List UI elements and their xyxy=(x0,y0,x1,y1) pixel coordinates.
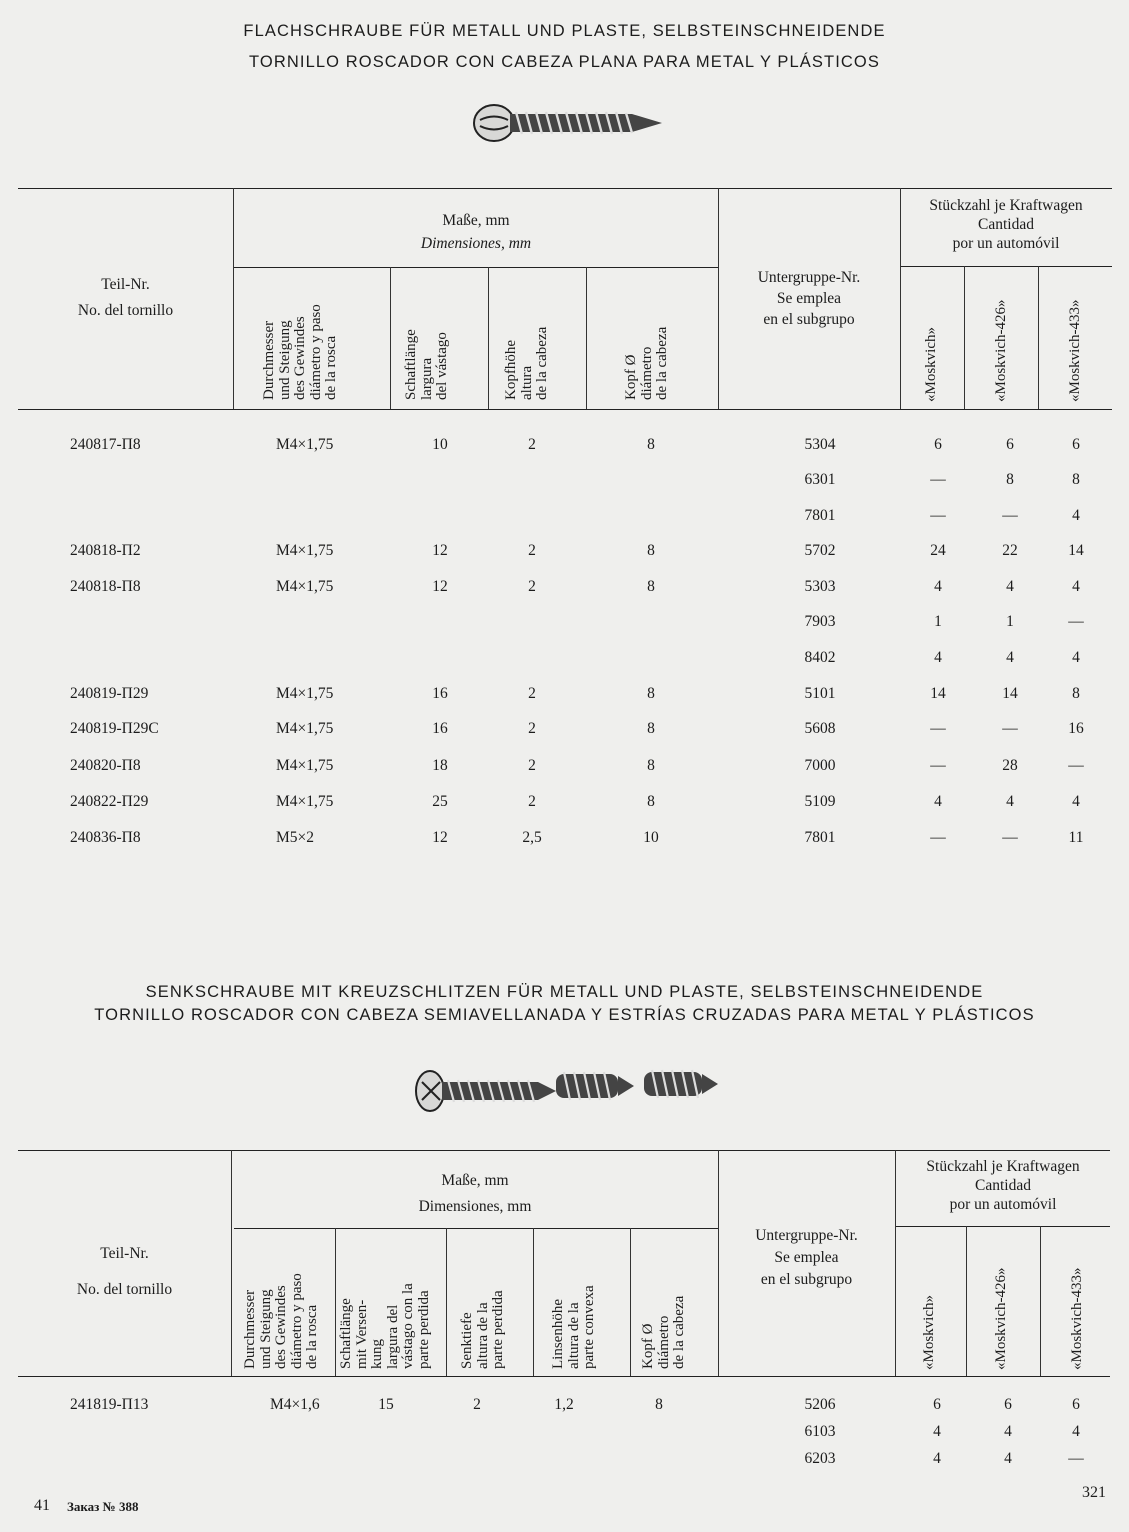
qty-moskvich-cell: 14 xyxy=(930,685,946,702)
qty-moskvich-426-cell: 4 xyxy=(1006,649,1014,666)
qty-moskvich-433-cell: — xyxy=(1068,613,1084,630)
qty-moskvich-426-cell: 22 xyxy=(1002,542,1018,559)
part-number-cell: 240819-П29 xyxy=(70,685,149,702)
qty-moskvich-cell: 6 xyxy=(934,436,942,453)
section1-title-de: FLACHSCHRAUBE FÜR METALL UND PLASTE, SELBSTEINSCHNEIDENDE xyxy=(243,22,886,40)
lens-height-cell: 1,2 xyxy=(554,1396,574,1413)
section2-title-de: SENKSCHRAUBE MIT KREUZSCHLITZEN FÜR METALL UND PLASTE, SELBSTEINSCHNEIDENDE xyxy=(145,983,984,1001)
head-height-cell: 2 xyxy=(528,578,536,595)
sink-depth-cell: 2 xyxy=(473,1396,481,1413)
qty-moskvich-cell: 4 xyxy=(933,1450,941,1467)
thread-cell: M5×2 xyxy=(276,829,315,846)
qty-moskvich-cell: 24 xyxy=(930,542,946,559)
qty-moskvich-433-cell: 6 xyxy=(1072,1396,1080,1413)
head-diameter-cell: 8 xyxy=(647,685,655,702)
thread-cell: M4×1,75 xyxy=(276,578,334,595)
qty-moskvich-cell: — xyxy=(930,507,946,524)
flat-head-screw-icon xyxy=(470,100,670,146)
head-diameter-cell: 8 xyxy=(647,720,655,737)
qty-moskvich-cell: — xyxy=(930,829,946,846)
thread-cell: M4×1,6 xyxy=(270,1396,320,1413)
qty-moskvich-433-cell: 14 xyxy=(1068,542,1084,559)
subgroup-cell: 8402 xyxy=(804,649,836,666)
head-diameter-cell: 8 xyxy=(647,436,655,453)
head-height-cell: 2,5 xyxy=(522,829,542,846)
head-height-cell: 2 xyxy=(528,720,536,737)
footer-order: Заказ № 388 xyxy=(67,1499,139,1514)
qty-moskvich-426-cell: — xyxy=(1002,507,1018,524)
qty-moskvich-426-cell: 28 xyxy=(1002,757,1018,774)
part-number-cell: 240819-П29С xyxy=(70,720,159,737)
shaft-length-cell: 25 xyxy=(432,793,448,810)
head-diameter-cell: 8 xyxy=(647,578,655,595)
thread-cell: M4×1,75 xyxy=(276,757,334,774)
shaft-length-cell: 12 xyxy=(432,578,448,595)
qty-moskvich-426-cell: 6 xyxy=(1006,436,1014,453)
s1-header-part: Teil-Nr. No. del tornillo xyxy=(77,276,174,319)
subgroup-cell: 5702 xyxy=(804,542,836,559)
thread-cell: M4×1,75 xyxy=(276,720,334,737)
qty-moskvich-433-cell: 4 xyxy=(1072,578,1080,595)
shaft-length-cell: 16 xyxy=(432,720,448,737)
qty-moskvich-426-cell: — xyxy=(1002,829,1018,846)
thread-cell: M4×1,75 xyxy=(276,542,334,559)
qty-moskvich-433-cell: — xyxy=(1068,1450,1084,1467)
thread-cell: M4×1,75 xyxy=(276,436,334,453)
countersunk-screws-icon xyxy=(408,1062,724,1120)
head-height-cell: 2 xyxy=(528,793,536,810)
shaft-length-cell: 10 xyxy=(432,436,448,453)
part-number-cell: 240836-П8 xyxy=(70,829,141,846)
head-height-cell: 2 xyxy=(528,436,536,453)
subgroup-cell: 5303 xyxy=(804,578,836,595)
subgroup-cell: 5109 xyxy=(804,793,836,810)
qty-moskvich-433-cell: 4 xyxy=(1072,507,1080,524)
subgroup-cell: 5101 xyxy=(804,685,836,702)
qty-moskvich-426-cell: 6 xyxy=(1004,1396,1012,1413)
head-diameter-cell: 10 xyxy=(643,829,659,846)
qty-moskvich-433-cell: 6 xyxy=(1072,436,1080,453)
part-number-cell: 240818-П2 xyxy=(70,542,141,559)
qty-moskvich-433-cell: 4 xyxy=(1072,1423,1080,1440)
qty-moskvich-433-cell: 8 xyxy=(1072,471,1080,488)
shaft-length-cell: 16 xyxy=(432,685,448,702)
section2-title-es: TORNILLO ROSCADOR CON CABEZA SEMIAVELLANADA Y ESTRÍAS CRUZADAS PARA METAL Y PLÁSTICOS xyxy=(94,1006,1035,1024)
s2-header-part: Teil-Nr. No. del tornillo xyxy=(76,1245,173,1298)
part-number-cell: 240818-П8 xyxy=(70,578,141,595)
qty-moskvich-433-cell: — xyxy=(1068,757,1084,774)
qty-moskvich-cell: — xyxy=(930,720,946,737)
qty-moskvich-433-cell: 11 xyxy=(1068,829,1084,846)
head-height-cell: 2 xyxy=(528,685,536,702)
s2-header-subgroup: Untergruppe-Nr. Se emplea en el subgrupo xyxy=(755,1227,858,1288)
qty-moskvich-426-cell: 14 xyxy=(1002,685,1018,702)
qty-moskvich-433-cell: 4 xyxy=(1072,793,1080,810)
qty-moskvich-433-cell: 4 xyxy=(1072,649,1080,666)
subgroup-cell: 5304 xyxy=(804,436,836,453)
footer-sheet-number: 41 xyxy=(34,1497,50,1514)
subgroup-cell: 7903 xyxy=(804,613,836,630)
thread-cell: M4×1,75 xyxy=(276,793,334,810)
subgroup-cell: 5206 xyxy=(804,1396,836,1413)
subgroup-cell: 7000 xyxy=(804,757,836,774)
section1-title-es: TORNILLO ROSCADOR CON CABEZA PLANA PARA METAL Y PLÁSTICOS xyxy=(249,53,880,71)
qty-moskvich-426-cell: — xyxy=(1002,720,1018,737)
part-number-cell: 241819-П13 xyxy=(70,1396,149,1413)
qty-moskvich-cell: 4 xyxy=(934,578,942,595)
qty-moskvich-cell: 4 xyxy=(933,1423,941,1440)
qty-moskvich-433-cell: 16 xyxy=(1068,720,1084,737)
part-number-cell: 240817-П8 xyxy=(70,436,141,453)
qty-moskvich-426-cell: 1 xyxy=(1006,613,1014,630)
shaft-length-cell: 12 xyxy=(432,829,448,846)
shaft-length-cell: 18 xyxy=(432,757,448,774)
head-diameter-cell: 8 xyxy=(655,1396,663,1413)
qty-moskvich-cell: 4 xyxy=(934,649,942,666)
head-height-cell: 2 xyxy=(528,542,536,559)
s1-header-subgroup: Untergruppe-Nr. Se emplea en el subgrupo xyxy=(757,269,861,328)
thread-cell: M4×1,75 xyxy=(276,685,334,702)
qty-moskvich-cell: — xyxy=(930,471,946,488)
subgroup-cell: 6103 xyxy=(804,1423,836,1440)
subgroup-cell: 5608 xyxy=(804,720,836,737)
head-diameter-cell: 8 xyxy=(647,757,655,774)
subgroup-cell: 7801 xyxy=(804,829,836,846)
footer-page-number: 321 xyxy=(1082,1484,1106,1501)
qty-moskvich-cell: 4 xyxy=(934,793,942,810)
part-number-cell: 240822-П29 xyxy=(70,793,149,810)
head-height-cell: 2 xyxy=(528,757,536,774)
qty-moskvich-426-cell: 4 xyxy=(1006,793,1014,810)
qty-moskvich-426-cell: 4 xyxy=(1004,1450,1012,1467)
s2-header-dims: Maße, mm Dimensiones, mm xyxy=(418,1172,532,1215)
subgroup-cell: 6203 xyxy=(804,1450,836,1467)
subgroup-cell: 6301 xyxy=(804,471,836,488)
s2-header-qty: Stückzahl je Kraftwagen Cantidad por un automóvil xyxy=(926,1158,1080,1213)
s1-header-dims: Maße, mm Dimensiones, mm xyxy=(420,212,532,252)
shaft-length-cell: 15 xyxy=(378,1396,394,1413)
qty-moskvich-433-cell: 8 xyxy=(1072,685,1080,702)
qty-moskvich-426-cell: 4 xyxy=(1004,1423,1012,1440)
part-number-cell: 240820-П8 xyxy=(70,757,141,774)
qty-moskvich-426-cell: 4 xyxy=(1006,578,1014,595)
qty-moskvich-cell: — xyxy=(930,757,946,774)
qty-moskvich-426-cell: 8 xyxy=(1006,471,1014,488)
head-diameter-cell: 8 xyxy=(647,793,655,810)
qty-moskvich-cell: 1 xyxy=(934,613,942,630)
head-diameter-cell: 8 xyxy=(647,542,655,559)
qty-moskvich-cell: 6 xyxy=(933,1396,941,1413)
shaft-length-cell: 12 xyxy=(432,542,448,559)
subgroup-cell: 7801 xyxy=(804,507,836,524)
s1-header-qty: Stückzahl je Kraftwagen Cantidad por un automóvil xyxy=(929,197,1083,252)
